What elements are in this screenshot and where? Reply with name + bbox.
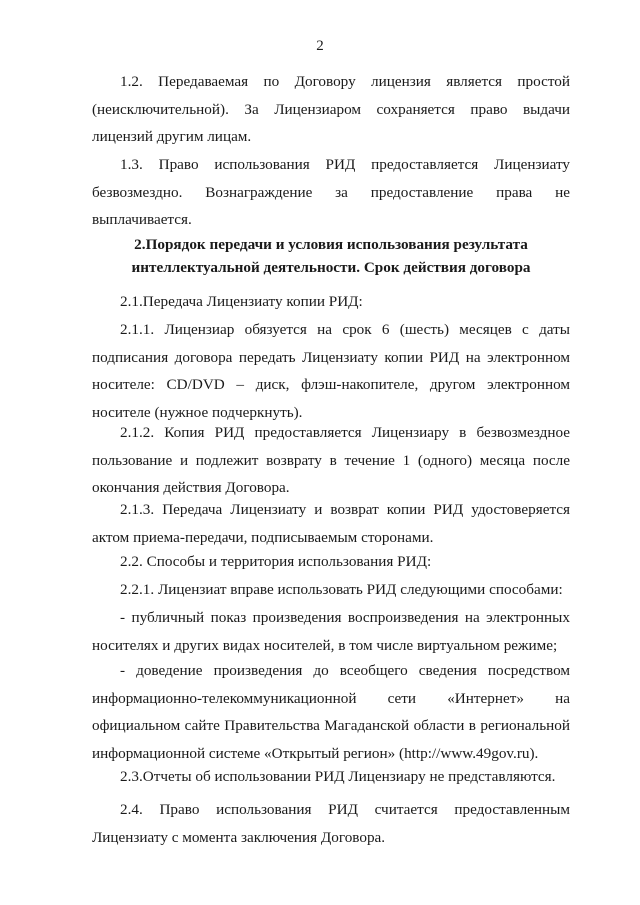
section-list-item-1 — [92, 604, 570, 659]
paragraph-2-1: 2.1.Передача Лицензиату копии РИД: — [120, 293, 363, 310]
section-2-2 — [92, 548, 570, 576]
section-1-2 — [92, 68, 570, 151]
paragraph-2-1-1: 2.1.1. Лицензиар обязуется на срок 6 (шесть) месяцев с даты подписания договора передать Лицензиату копии РИД на электронном носителе: CD/DVD – диск, флэш-накопителе, другом электронном носителе (нужное подчеркнуть). — [92, 321, 570, 421]
heading-line-1: 2.Порядок передачи и условия использования результата — [134, 236, 528, 253]
section-2-2-1 — [92, 576, 570, 604]
section-1-3 — [92, 151, 570, 234]
paragraph-1-2: 1.2. Передаваемая по Договору лицензия является простой (неисключительной). За Лицензиаром сохраняется право выдачи лицензий другим лицам. — [92, 73, 570, 145]
section-2-1-3 — [92, 496, 570, 551]
paragraph-2-3: 2.3.Отчеты об использовании РИД Лицензиару не представляются. — [120, 768, 556, 785]
section-2-1-1 — [92, 316, 570, 426]
list-item-public-display: - публичный показ произведения воспроизведения на электронных носителях и других видах носителей, в том числе виртуальном режиме; — [92, 609, 570, 654]
section-2-1 — [92, 288, 570, 316]
heading-line-2: интеллектуальной деятельности. Срок действия договора — [131, 259, 531, 276]
section-2-3 — [92, 763, 570, 791]
paragraph-2-2: 2.2. Способы и территория использования РИД: — [120, 553, 432, 570]
list-item-internet-publication: - доведение произведения до всеобщего сведения посредством информационно-телекоммуникационной сети «Интернет» на официальном сайте Правительства Магаданской области в региональной информационной системе «Открытый регион» (http://www.49gov.ru). — [92, 662, 570, 762]
paragraph-1-3: 1.3. Право использования РИД предоставляется Лицензиату безвозмездно. Вознаграждение за предоставление права не выплачивается. — [92, 156, 570, 228]
page-number: 2 — [316, 38, 324, 54]
section-list-item-2 — [92, 657, 570, 767]
paragraph-2-1-2: 2.1.2. Копия РИД предоставляется Лицензиару в безвозмездное пользование и подлежит возврату в течение 1 (одного) месяца после окончания действия Договора. — [92, 424, 570, 496]
section-2-1-2 — [92, 419, 570, 502]
paragraph-2-4: 2.4. Право использования РИД считается предоставленным Лицензиату с момента заключения Договора. — [92, 801, 570, 846]
paragraph-2-2-1: 2.2.1. Лицензиат вправе использовать РИД следующими способами: — [120, 581, 563, 598]
section-2-heading — [92, 233, 570, 279]
section-2-4 — [92, 796, 570, 851]
paragraph-2-1-3: 2.1.3. Передача Лицензиату и возврат копии РИД удостоверяется актом приема-передачи, подписываемым сторонами. — [92, 501, 570, 546]
